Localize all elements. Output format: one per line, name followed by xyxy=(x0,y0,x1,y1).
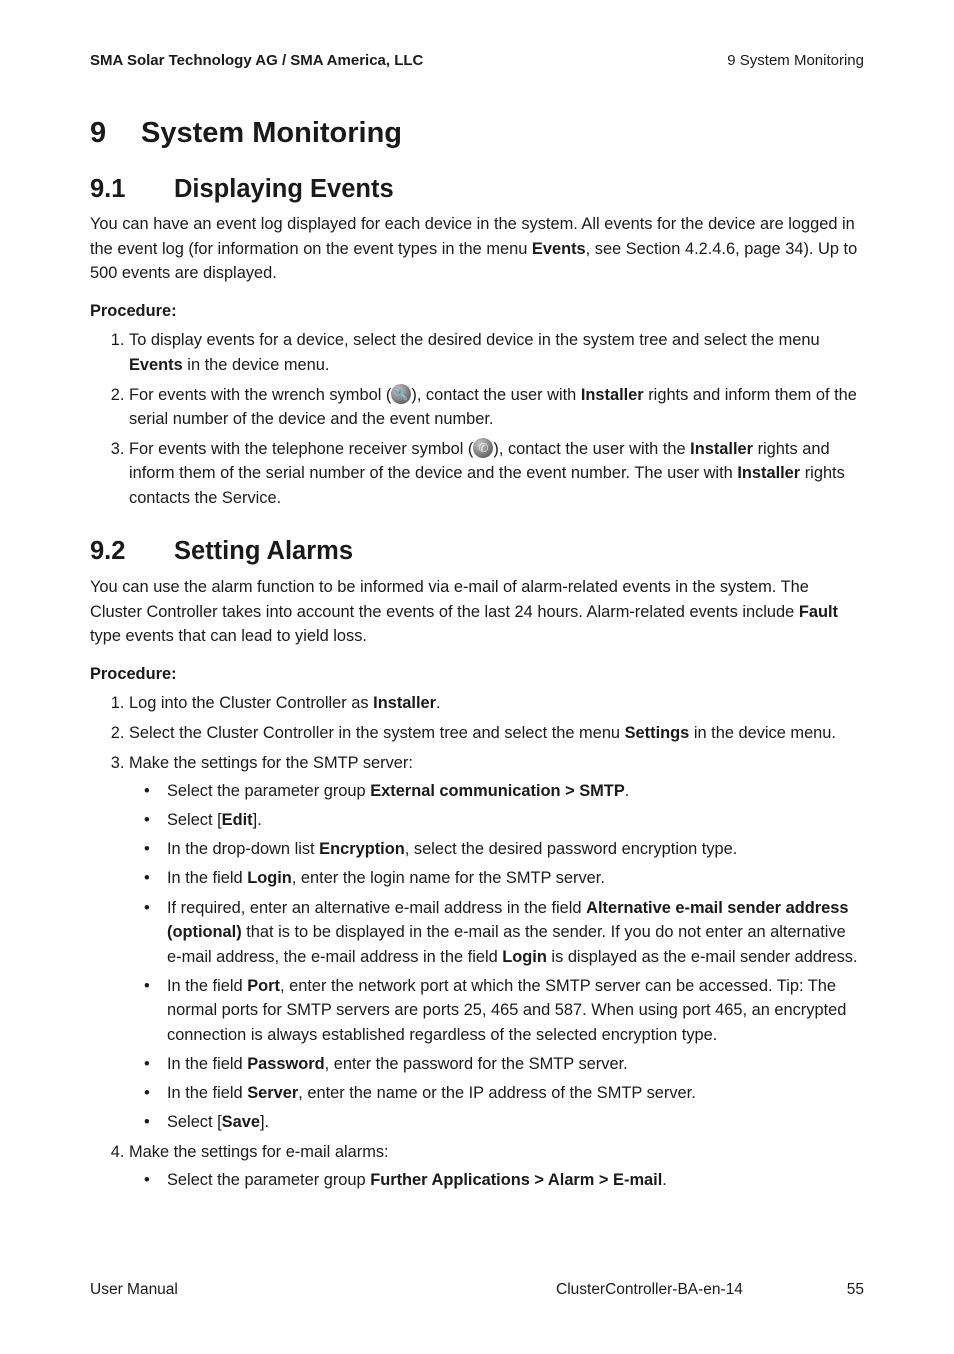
section-title-setting-alarms: 9.2 Setting Alarms xyxy=(90,537,354,565)
procedure-steps xyxy=(90,691,864,1193)
bullet-item: • Select the parameter group Further Applications > Alarm > E-mail. xyxy=(167,1168,864,1193)
bullet-item: • Select [Save]. xyxy=(167,1110,864,1135)
telephone-icon: ✆ xyxy=(473,438,493,458)
list-item: 1. To display events for a device, select the desired device in the system tree and select the menu Events in the device menu. xyxy=(129,328,864,377)
list-item: 2. For events with the wrench symbol ( 🔧 ), contact the user with Installer rights and inform them of the serial number of the device and the event number. xyxy=(129,383,864,432)
bullet-item: • In the drop-down list Encryption, select the desired password encryption type. xyxy=(167,837,864,862)
list-item: 3. Make the settings for the SMTP server: • Select the parameter group External communication > SMTP. • Select [Edit]. • In the drop-down list Encryption, select the desired password encryption type. • In the field Login, enter the login name for the SMTP server. • If required, enter an alternative e-mail address in the field Alternative e-mail sender address (optional) that is to be displayed in the e-mail as the sender. If you do not enter an alternative e-mail address, the e-mail address in the field Login is displayed as the e-mail sender address. • In the field Port, enter the network port at which the SMTP server can be accessed. Tip: The normal ports for SMTP servers are ports 25, 465 and 587. When using port 465, an encrypted connection is always established regardless of the selected encryption type. • In the field Password, enter the password for the SMTP server. • In the field Server, enter the name or the IP address of the SMTP server. • Select [Save]. xyxy=(129,751,864,1135)
list-item: 4. Make the settings for e-mail alarms: • Select the parameter group Further Applications > Alarm > E-mail. xyxy=(129,1140,864,1193)
section-intro: You can use the alarm function to be informed via e-mail of alarm-related events in the system. The Cluster Controller takes into account the events of the last 24 hours. Alarm-related events include Fault type events that can lead to yield loss. xyxy=(90,578,838,646)
list-item: 3. For events with the telephone receiver symbol ( ✆ ), contact the user with the Installer rights and inform them of the serial number of the device and the event number. The user with Installer rights contacts the Service. xyxy=(129,437,864,511)
header-company: SMA Solar Technology AG / SMA America, LLC xyxy=(90,52,424,69)
procedure-label: Procedure: xyxy=(90,664,177,683)
bullet-item: • In the field Login, enter the login name for the SMTP server. xyxy=(167,866,864,891)
procedure-label: Procedure: xyxy=(90,301,177,320)
wrench-icon: 🔧 xyxy=(391,384,411,404)
page-number: 55 xyxy=(846,1281,864,1298)
footer-doc-id: ClusterController-BA-en-14 xyxy=(556,1281,743,1298)
bullet-item: • In the field Port, enter the network port at which the SMTP server can be accessed. Tip: The normal ports for SMTP servers are ports 25, 465 and 587. When using port 465, an encrypted connection is always established regardless of the selected encryption type. xyxy=(167,974,864,1048)
procedure-steps xyxy=(90,328,864,510)
chapter-title: 9 System Monitoring xyxy=(90,117,403,149)
bullet-item: • Select the parameter group External communication > SMTP. xyxy=(167,779,864,804)
list-item: 1. Log into the Cluster Controller as Installer. xyxy=(129,691,864,716)
footer-manual-label: User Manual xyxy=(90,1281,178,1298)
sub-steps xyxy=(129,779,864,1135)
section-intro: You can have an event log displayed for each device in the system. All events for the device are logged in the event log (for information on the event types in the menu Events, see Section 4.2.4.6, page 34). Up to 500 events are displayed. xyxy=(90,215,858,283)
bullet-item: • In the field Server, enter the name or the IP address of the SMTP server. xyxy=(167,1081,864,1106)
section-title-displaying-events: 9.1 Displaying Events xyxy=(90,175,394,203)
bullet-item: • In the field Password, enter the password for the SMTP server. xyxy=(167,1052,864,1077)
section-displaying-events-body xyxy=(90,212,864,516)
bullet-item: • If required, enter an alternative e-mail address in the field Alternative e-mail sender address (optional) that is to be displayed in the e-mail as the sender. If you do not enter an alternative e-mail address, the e-mail address in the field Login is displayed as the e-mail sender address. xyxy=(167,896,864,970)
header-chapter: 9 System Monitoring xyxy=(727,52,864,69)
section-setting-alarms-body xyxy=(90,575,864,1198)
bullet-item: • Select [Edit]. xyxy=(167,808,864,833)
list-item: 2. Select the Cluster Controller in the system tree and select the menu Settings in the device menu. xyxy=(129,721,864,746)
sub-steps xyxy=(129,1168,864,1193)
